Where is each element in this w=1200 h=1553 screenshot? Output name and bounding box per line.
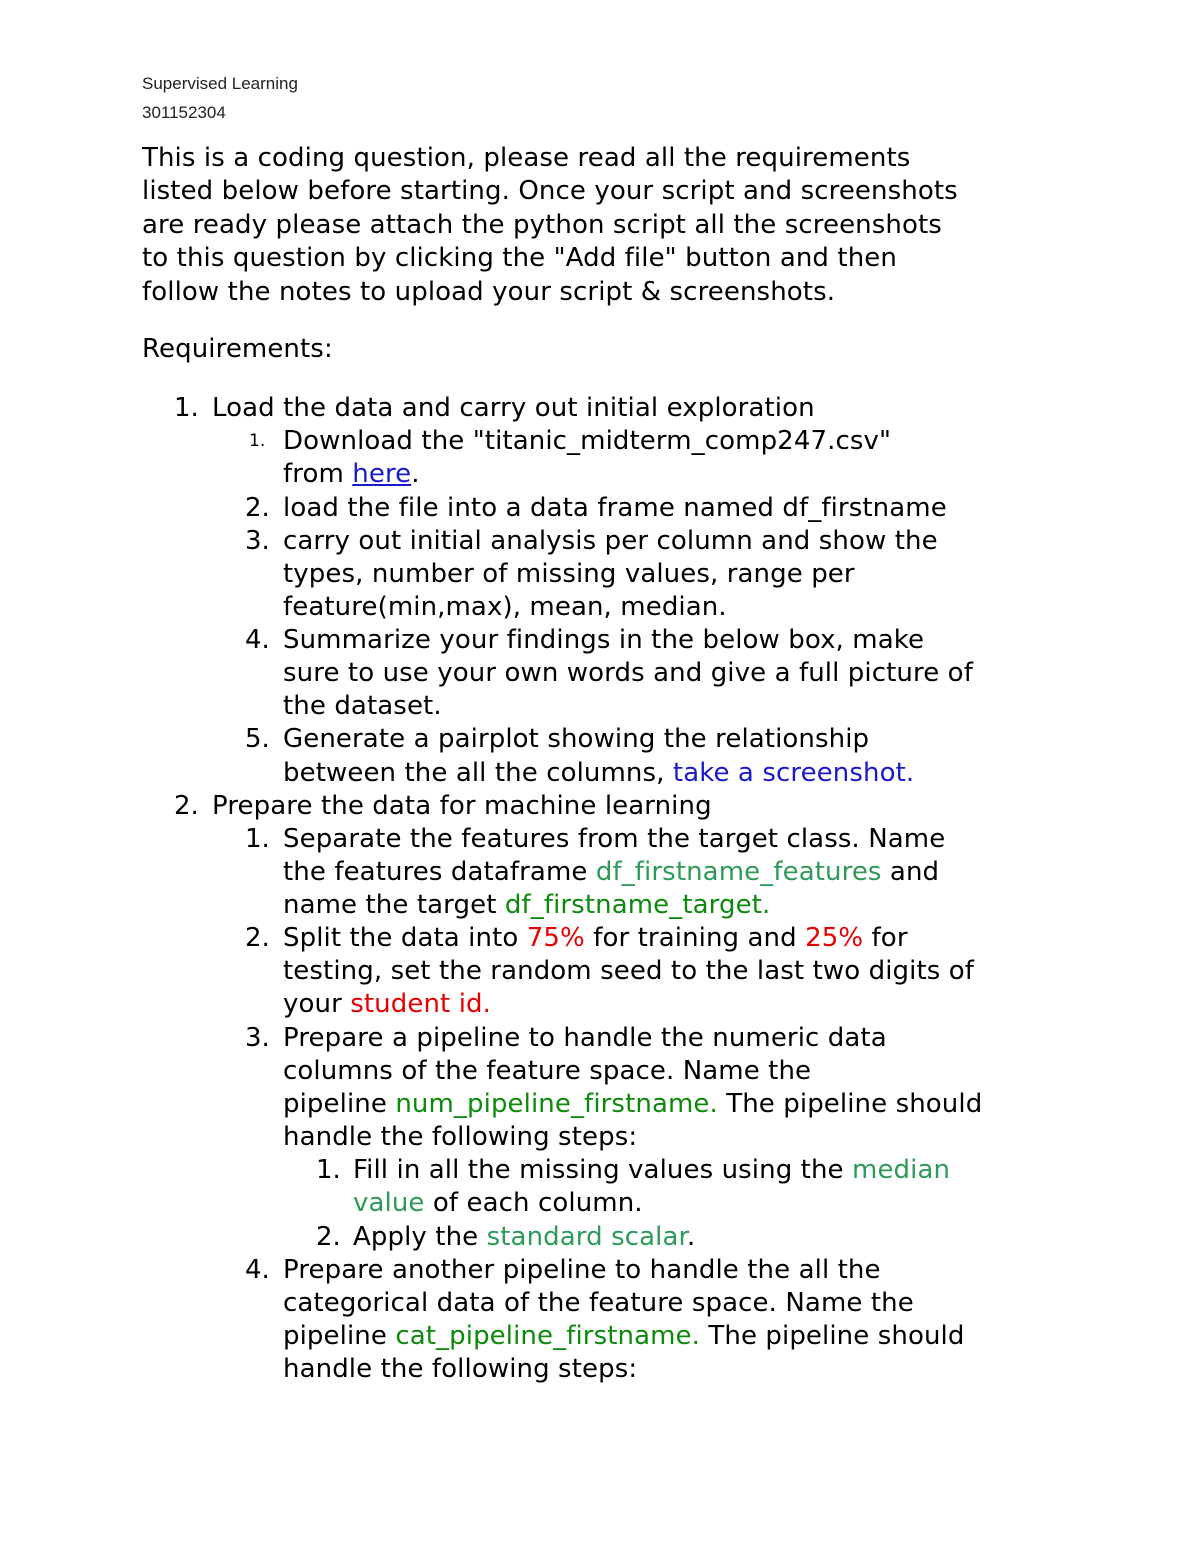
intro-line-3: are ready please attach the python script all the screenshots: [142, 210, 942, 240]
s1-item-2-number: 2.: [245, 493, 270, 523]
s2-item-1-number: 1.: [245, 824, 270, 854]
header-course: Supervised Learning: [142, 74, 298, 93]
section-1-number: 1.: [174, 393, 199, 423]
take-screenshot-highlight: take a screenshot.: [672, 758, 915, 788]
s2-item-3-number: 3.: [245, 1023, 270, 1053]
s2-item-3-sub-1-line-2: value of each column.: [353, 1188, 643, 1218]
s2-item-3-sub-2-number: 2.: [316, 1222, 341, 1252]
section-1-title: Load the data and carry out initial exploration: [212, 393, 815, 423]
target-name-highlight: df_firstname_target.: [504, 890, 771, 920]
s2-item-4-line-2: categorical data of the feature space. Name the: [283, 1288, 914, 1318]
s1-item-1-number: 1.: [249, 431, 266, 451]
s2-item-3-line-3: pipeline num_pipeline_firstname. The pipeline should: [283, 1089, 983, 1119]
median-highlight: median: [852, 1155, 951, 1185]
cat-pipeline-name-highlight: cat_pipeline_firstname.: [395, 1321, 701, 1351]
s1-item-5-line-2: between the all the columns, take a screenshot.: [283, 758, 915, 788]
intro-line-1: This is a coding question, please read all the requirements: [142, 143, 911, 173]
section-2-number: 2.: [174, 791, 199, 821]
s1-item-5-number: 5.: [245, 724, 270, 754]
s1-item-1-line-2: from here.: [283, 459, 420, 489]
s2-item-4-line-1: Prepare another pipeline to handle the all the: [283, 1255, 881, 1285]
s2-item-1-line-2: the features dataframe df_firstname_features and: [283, 857, 940, 887]
s2-item-1-line-3: name the target df_firstname_target.: [283, 890, 771, 920]
standard-scalar-highlight: standard scalar: [486, 1222, 687, 1252]
s1-item-4-number: 4.: [245, 625, 270, 655]
s2-item-3-line-1: Prepare a pipeline to handle the numeric data: [283, 1023, 887, 1053]
s1-item-1-line-1: Download the "titanic_midterm_comp247.csv": [283, 426, 892, 456]
intro-line-4: to this question by clicking the "Add file" button and then: [142, 243, 897, 273]
s1-item-4-line-1: Summarize your findings in the below box, make: [283, 625, 925, 655]
train-percent-highlight: 75%: [526, 923, 585, 953]
s1-item-2-line-1: load the file into a data frame named df_firstname: [283, 493, 947, 523]
student-id-highlight: student id.: [350, 989, 491, 1019]
section-2-title: Prepare the data for machine learning: [212, 791, 712, 821]
value-highlight: value: [353, 1188, 425, 1218]
s2-item-2-number: 2.: [245, 923, 270, 953]
intro-line-2: listed below before starting. Once your script and screenshots: [142, 176, 958, 206]
s2-item-1-line-1: Separate the features from the target class. Name: [283, 824, 946, 854]
s1-item-4-line-3: the dataset.: [283, 691, 442, 721]
s1-item-3-line-1: carry out initial analysis per column and show the: [283, 526, 938, 556]
s2-item-2-line-3: your student id.: [283, 989, 491, 1019]
s2-item-4-line-4: handle the following steps:: [283, 1354, 638, 1384]
intro-line-5: follow the notes to upload your script & screenshots.: [142, 277, 836, 307]
s2-item-3-sub-2-line-1: Apply the standard scalar.: [353, 1222, 696, 1252]
s2-item-3-sub-1-number: 1.: [316, 1155, 341, 1185]
s2-item-3-line-4: handle the following steps:: [283, 1122, 638, 1152]
s1-item-3-line-2: types, number of missing values, range per: [283, 559, 855, 589]
s2-item-2-line-2: testing, set the random seed to the last two digits of: [283, 956, 975, 986]
s1-item-3-number: 3.: [245, 526, 270, 556]
s2-item-2-line-1: Split the data into 75% for training and 25% for: [283, 923, 908, 953]
header-code: 301152304: [142, 103, 226, 122]
s2-item-3-sub-1-line-1: Fill in all the missing values using the median: [353, 1155, 951, 1185]
here-link[interactable]: here: [352, 459, 412, 489]
features-name-highlight: df_firstname_features: [595, 857, 882, 887]
num-pipeline-name-highlight: num_pipeline_firstname.: [395, 1089, 718, 1119]
s2-item-4-line-3: pipeline cat_pipeline_firstname. The pipeline should: [283, 1321, 965, 1351]
s1-item-3-line-3: feature(min,max), mean, median.: [283, 592, 727, 622]
s2-item-4-number: 4.: [245, 1255, 270, 1285]
requirements-label: Requirements:: [142, 334, 333, 364]
test-percent-highlight: 25%: [805, 923, 864, 953]
s1-item-5-line-1: Generate a pairplot showing the relationship: [283, 724, 870, 754]
s2-item-3-line-2: columns of the feature space. Name the: [283, 1056, 812, 1086]
s1-item-4-line-2: sure to use your own words and give a full picture of: [283, 658, 973, 688]
